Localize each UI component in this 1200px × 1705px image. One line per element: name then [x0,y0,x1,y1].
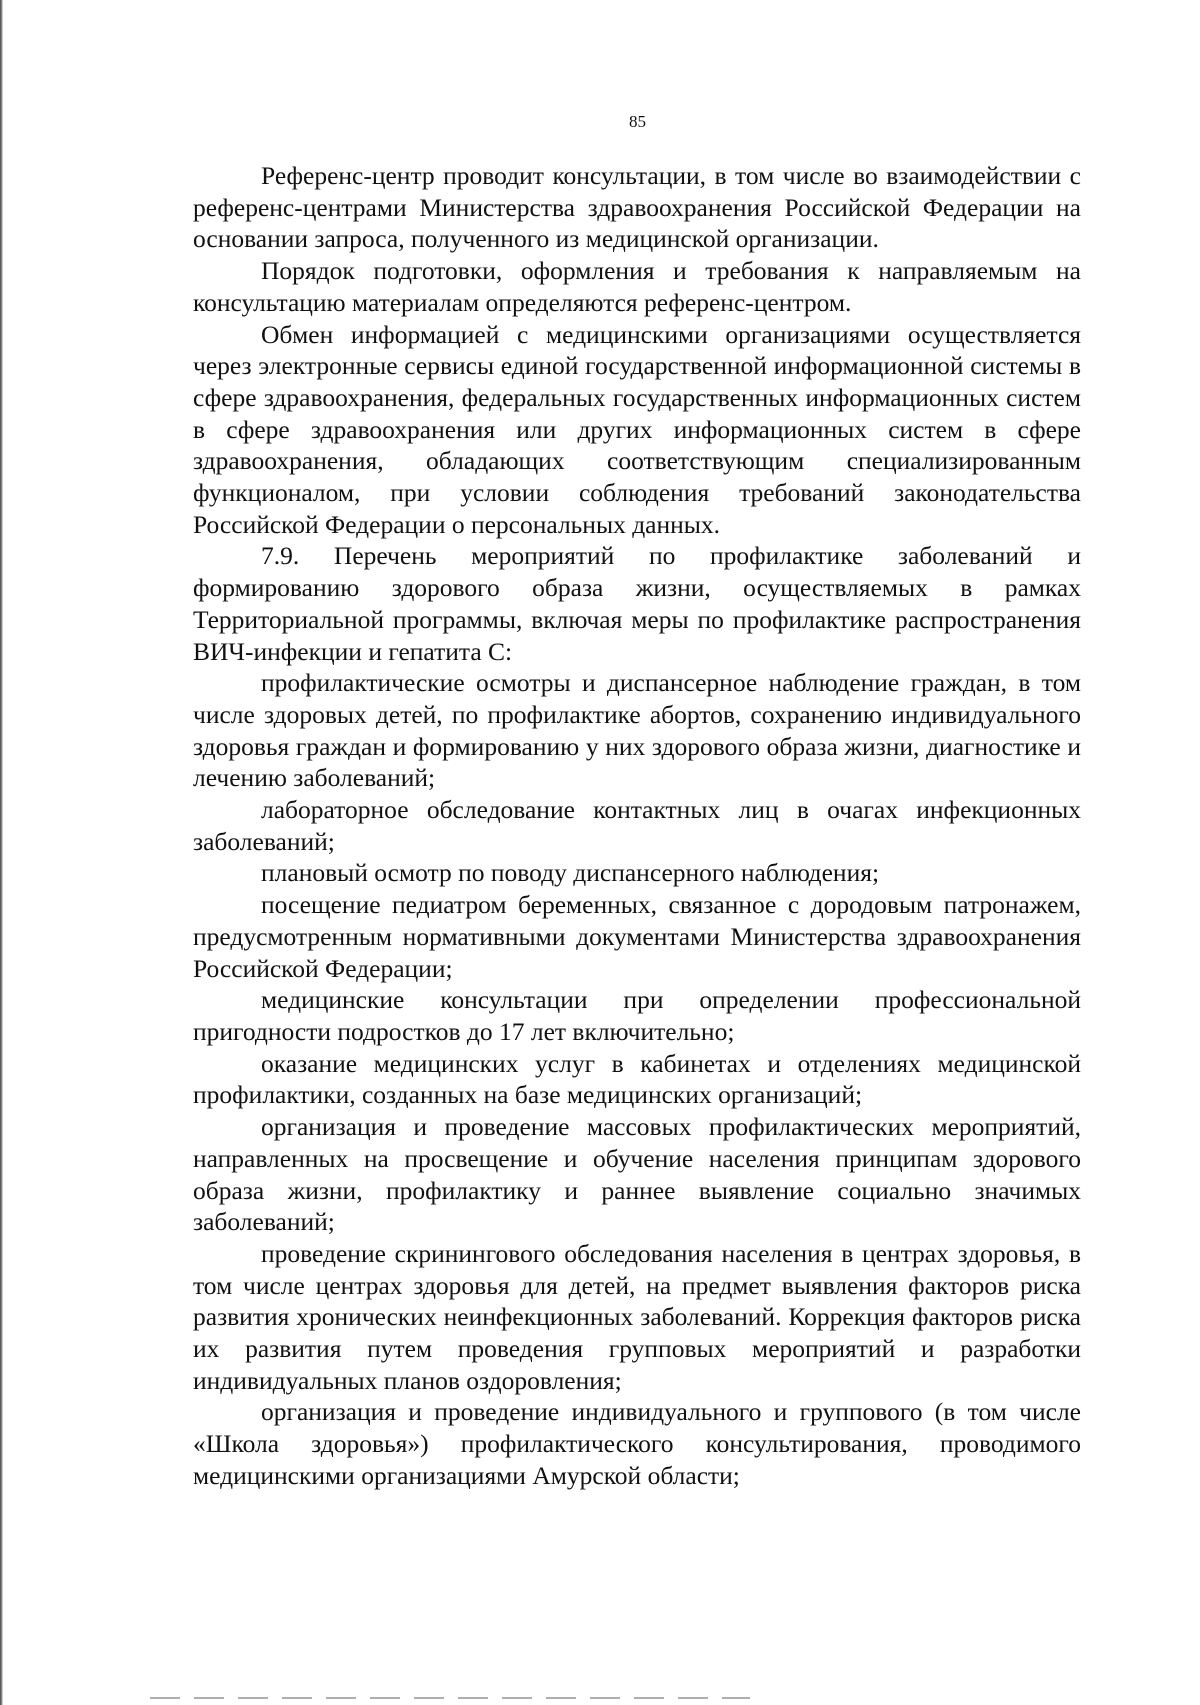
list-item-pediatrician-visit: посещение педиатром беременных, связанное с дородовым патронажем, предусмотренным нормативными документами Министерства здравоохранения Российской Федерации; [193,890,1081,983]
list-item-preventive-examinations: профилактические осмотры и диспансерное наблюдение граждан, в том числе здоровых детей, по профилактике абортов, сохранению индивидуального здоровья граждан и формированию у них здорового образа жизни, диагностике и лечению заболеваний; [193,668,1081,793]
scan-edge [0,0,3,1705]
list-item-laboratory-examination: лабораторное обследование контактных лиц в очагах инфекционных заболеваний; [193,795,1081,856]
list-item-professional-suitability: медицинские консультации при определении профессиональной пригодности подростков до 17 лет включительно; [193,985,1081,1046]
paragraph-reference-center-consultations: Референс-центр проводит консультации, в том числе во взаимодействии с референс-центрами Министерства здравоохранения Российской Федерации на основании запроса, полученного из медицинской организации. [193,161,1081,254]
scan-artifact-line [150,1697,750,1699]
paragraph-materials-requirements: Порядок подготовки, оформления и требования к направляемым на консультацию материалам определяются референс-центром. [193,256,1081,317]
list-item-counseling: организация и проведение индивидуального и группового (в том числе «Школа здоровья») профилактического консультирования, проводимого медицинскими организациями Амурской области; [193,1397,1081,1490]
list-item-screening: проведение скринингового обследования населения в центрах здоровья, в том числе центрах здоровья для детей, на предмет выявления факторов риска развития хронических неинфекционных заболеваний. Коррекция факторов риска их развития путем проведения групповых мероприятий и разработки индивидуальных планов оздоровления; [193,1238,1081,1395]
list-item-planned-examination: плановый осмотр по поводу диспансерного наблюдения; [261,858,880,888]
list-item-mass-prevention-events: организация и проведение массовых профилактических мероприятий, направленных на просвещение и обучение населения принципам здорового образа жизни, профилактику и раннее выявление социально значимых заболеваний; [193,1112,1081,1237]
page-number: 85 [629,112,646,131]
list-item-prevention-offices: оказание медицинских услуг в кабинетах и отделениях медицинской профилактики, созданных на базе медицинских организаций; [193,1048,1081,1110]
paragraph-section-7-9: 7.9. Перечень мероприятий по профилактике заболеваний и формированию здорового образа жизни, осуществляемых в рамках Территориальной программы, включая меры по профилактике распространения ВИЧ-инфекции и гепатита С: [193,541,1081,666]
document-body [193,160,1081,1492]
paragraph-information-exchange: Обмен информацией с медицинскими организациями осуществляется через электронные сервисы единой государственной информационной системы в сфере здравоохранения, федеральных государственных информационных систем в сфере здравоохранения или других информационных систем в сфере здравоохранения, обладающих соответствующим специализированным функционалом, при условии соблюдения требований законодательства Российской Федерации о персональных данных. [193,319,1081,539]
